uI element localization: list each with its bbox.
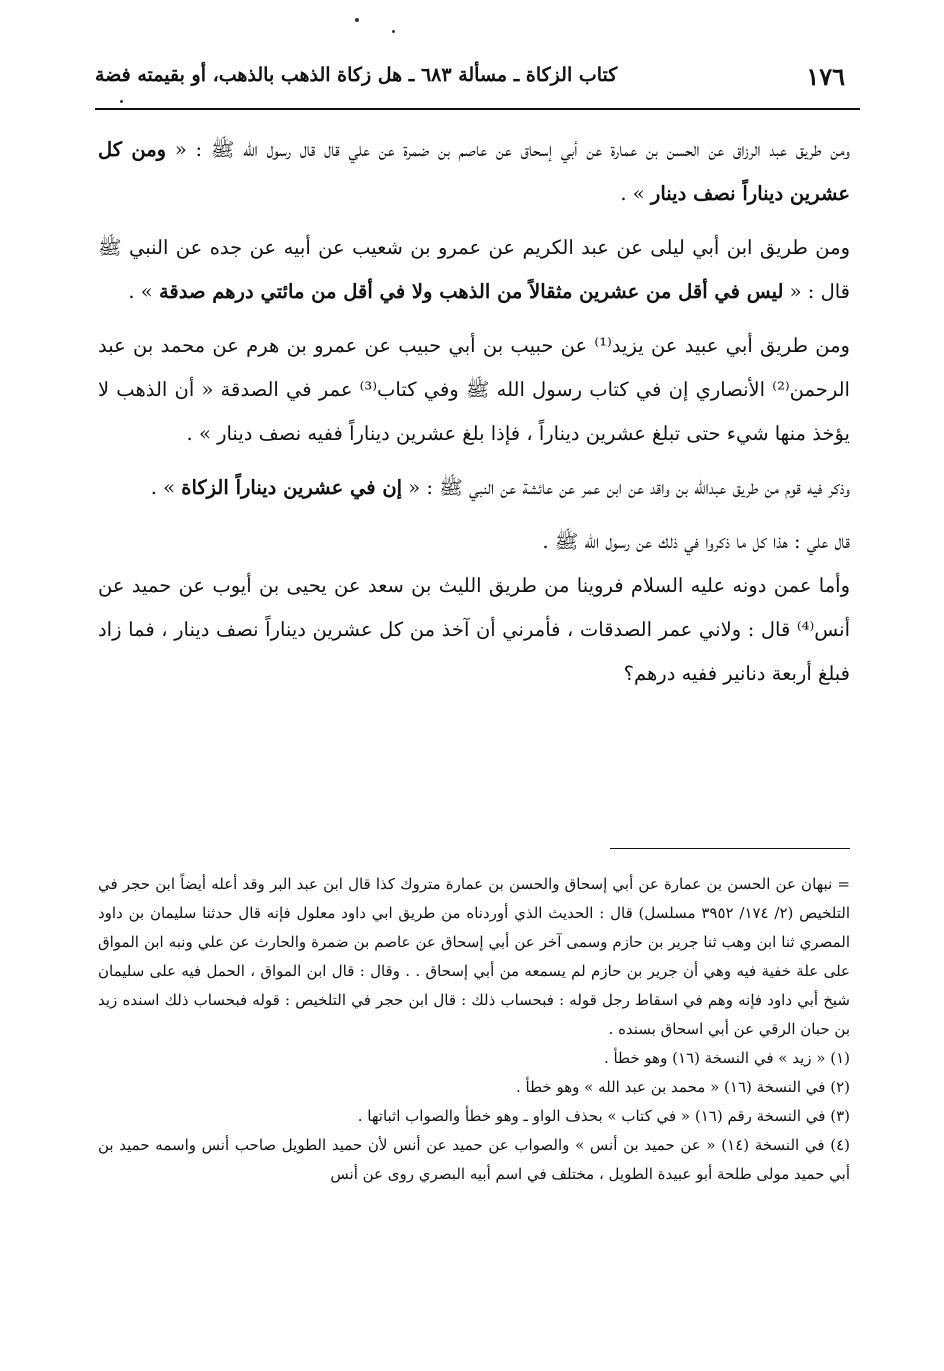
footnote-rule bbox=[610, 848, 850, 849]
header-rule bbox=[95, 108, 860, 110]
paragraph-6: وأما عمن دونه عليه السلام فروينا من طريق الليث بن سعد عن يحيى بن أيوب عن حميد عن أنس⁽⁴⁾ قال : ولاني عمر الصدقات ، فأمرني أن آخذ من كل عشرين ديناراً نصف دينار ، فما زاد فبلغ أربعة دنانير ففيه درهم؟ bbox=[98, 574, 850, 685]
paragraph-2 bbox=[98, 226, 850, 314]
footnote-4: (٤) في النسخة (١٤) « عن حميد بن أنس » والصواب عن حميد عن أنس لأن حميد الطويل صاحب أنس واسمه حميد بن أبي حميد مولى طلحة أبو عبيدة الطويل ، مختلف في اسم أبيه البصري روى عن أنس bbox=[98, 1136, 850, 1183]
page-header bbox=[95, 58, 855, 98]
main-text bbox=[98, 128, 850, 706]
paragraph-3: ومن طريق أبي عبيد عن يزيد⁽¹⁾ عن حبيب بن أبي حبيب عن عمرو بن هرم عن محمد بن عبد الرحمن⁽²⁾ الأنصاري إن في كتاب رسول الله ﷺ وفي كتاب⁽³⁾ عمر في الصدقة « أن الذهب لا يؤخذ منها شيء حتى تبلغ عشرين ديناراً ، فإذا بلغ عشرين ديناراً ففيه نصف دينار » . bbox=[98, 334, 850, 445]
footnote-2: (٢) في النسخة (١٦) « محمد بن عبد الله » وهو خطأ . bbox=[516, 1078, 850, 1096]
paragraph-text: ومن طريق عبد الرزاق عن الحسن بن عمارة عن أبي إسحاق عن عاصم بن ضمرة عن علي قال قال رسول الله ﷺ : « bbox=[166, 138, 851, 161]
hadith-quote: ومن كل عشرين ديناراً نصف دينار bbox=[98, 138, 850, 205]
paragraph-1 bbox=[98, 128, 850, 216]
paragraph-text: ومن طريق ابن أبي ليلى عن عبد الكريم عن عمرو بن شعيب عن أبيه عن جده عن النبي ﷺ قال : « bbox=[98, 236, 850, 303]
running-title: كتاب الزكاة ـ مسألة ٦٨٣ ـ هل زكاة الذهب بالذهب، أو بقيمته فضة bbox=[95, 64, 618, 86]
paragraph-5: قال علي : هذا كل ما ذكروا في ذلك عن رسول الله ﷺ . bbox=[542, 530, 850, 553]
hadith-quote: إن في عشرين ديناراً الزكاة bbox=[181, 476, 403, 499]
scan-speck bbox=[355, 18, 359, 22]
scan-speck bbox=[392, 30, 395, 33]
paragraph-text: » . bbox=[620, 182, 651, 205]
footnotes bbox=[98, 870, 850, 1189]
footnote-continuation: = نبهان عن الحسن بن عمارة عن أبي إسحاق والحسن بن عمارة متروك كذا قال ابن عبد البر وقد أعله أيضاً ابن حجر في التلخيص (٢/ ١٧٤/ ٣٩٥٢ مسلسل) قال : الحديث الذي أوردناه من طريق ابي داود معلول فإنه قال حدثنا سليمان بن داود المصري ثنا ابن وهب ثنا جرير بن حازم وسمى آخر عن أبي إسحاق عن عاصم بن ضمرة والحارث عن علي ونبه ابن المواق على علة خفية فيه وهي أن جرير بن حازم لم يسمعه من أبي إسحاق . . وقال : قال ابن المواق ، الحمل فيه على سليمان شيخ أبي داود فإنه وهم في اسقاط رجل قوله : فبحساب ذلك : قال ابن حجر في التلخيص : قوله فبحساب ذلك اسنده زيد بن حبان الرقي عن أبي اسحاق بسنده . bbox=[98, 875, 851, 1038]
page-number: ١٧٦ bbox=[806, 62, 845, 91]
paragraph-text: » . bbox=[150, 476, 182, 499]
paragraph-4 bbox=[98, 466, 850, 510]
footnote-3: (٣) في النسخة رقم (١٦) « في كتاب » بحذف الواو ـ وهو خطأ والصواب اثباتها . bbox=[357, 1107, 850, 1125]
paragraph-text: وذكر فيه قوم من طريق عبدالله بن واقد عن ابن عمر عن عائشة عن النبي ﷺ : « bbox=[402, 476, 850, 499]
scan-speck bbox=[120, 100, 123, 103]
hadith-quote: ليس في أقل من عشرين مثقالاً من الذهب ولا في أقل من مائتي درهم صدقة bbox=[158, 280, 784, 303]
paragraph-text: » . bbox=[128, 280, 159, 303]
footnote-1: (١) « زيد » في النسخة (١٦) وهو خطأ . bbox=[603, 1049, 850, 1067]
